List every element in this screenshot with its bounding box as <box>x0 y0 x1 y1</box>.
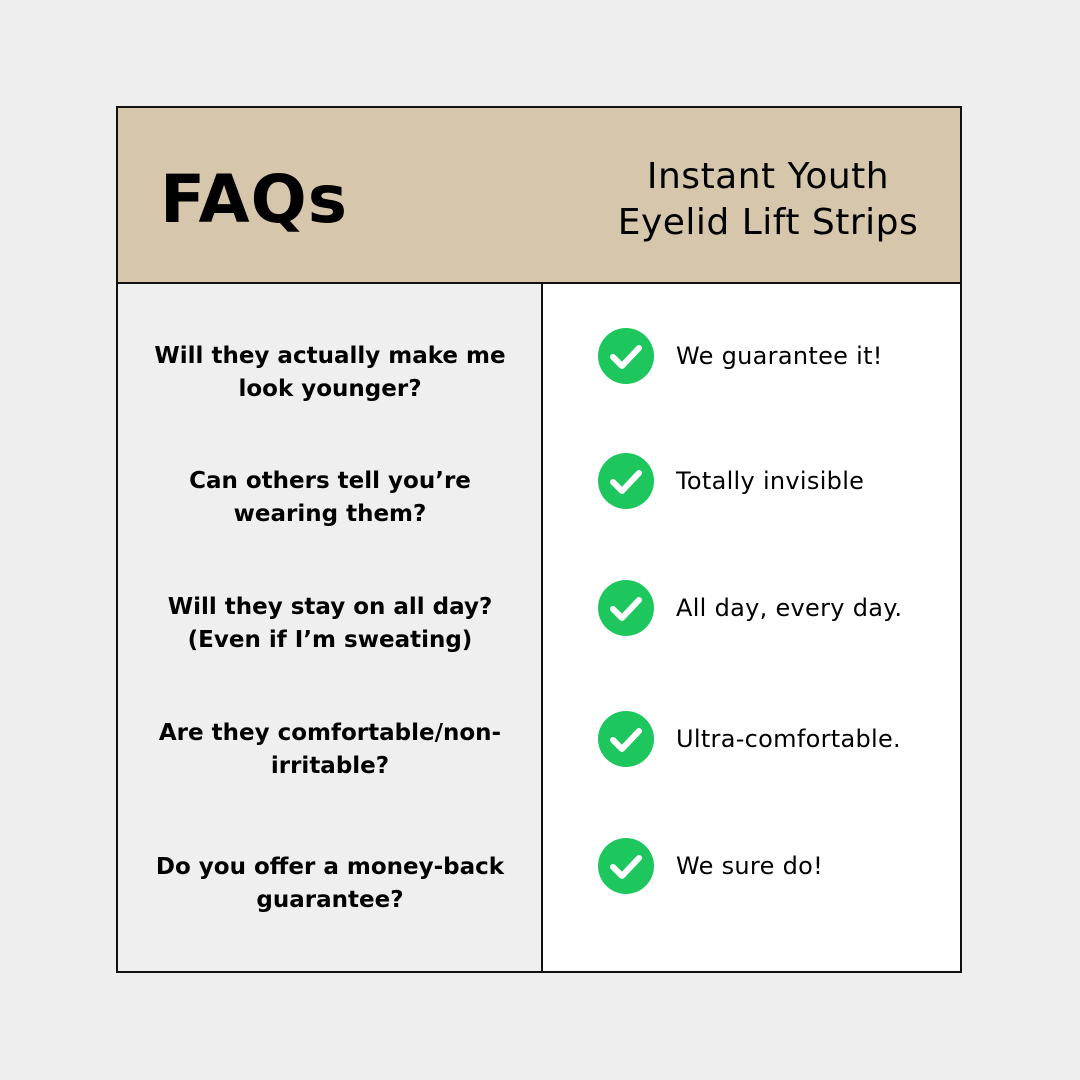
faq-question-3-line1: Will they stay on all day? <box>167 594 493 620</box>
check-circle-icon <box>598 711 654 767</box>
faq-answer-5 <box>598 838 958 894</box>
faq-question-1-line2: look younger? <box>238 376 422 402</box>
faq-answer-2-text: Totally invisible <box>676 467 865 495</box>
product-title <box>608 154 928 246</box>
faq-answer-3-text: All day, every day. <box>676 594 903 622</box>
faq-question-4-line2: irritable? <box>270 753 390 779</box>
faq-question-2-line1: Can others tell you’re <box>189 468 471 494</box>
faq-question-1-line1: Will they actually make me <box>154 343 506 369</box>
check-circle-icon <box>598 580 654 636</box>
check-circle-icon <box>598 453 654 509</box>
faq-question-5 <box>124 851 536 917</box>
faq-question-1 <box>124 340 536 406</box>
faq-question-5-line2: guarantee? <box>256 887 404 913</box>
faq-answer-4-text: Ultra-comfortable. <box>676 725 901 753</box>
faq-question-3 <box>124 591 536 657</box>
faq-title: FAQs <box>160 161 348 238</box>
product-title-line1: Instant Youth <box>646 156 890 197</box>
faq-answer-5-text: We sure do! <box>676 852 824 880</box>
check-circle-icon <box>598 838 654 894</box>
faq-header <box>118 108 960 284</box>
faq-question-4-line1: Are they comfortable/non- <box>158 720 502 746</box>
faq-question-5-line1: Do you offer a money-back <box>155 854 505 880</box>
check-circle-icon <box>598 328 654 384</box>
faq-answer-1 <box>598 328 958 384</box>
faq-question-3-line2: (Even if I’m sweating) <box>187 627 473 653</box>
faq-answer-1-text: We guarantee it! <box>676 342 883 370</box>
faq-answer-4 <box>598 711 958 767</box>
faq-card <box>116 106 962 973</box>
product-title-line2: Eyelid Lift Strips <box>617 202 919 243</box>
answers-column <box>543 284 960 971</box>
faq-question-2 <box>124 465 536 531</box>
questions-column <box>118 284 543 971</box>
faq-question-2-line2: wearing them? <box>233 501 427 527</box>
faq-question-4 <box>124 717 536 783</box>
faq-answer-2 <box>598 453 958 509</box>
faq-answer-3 <box>598 580 958 636</box>
